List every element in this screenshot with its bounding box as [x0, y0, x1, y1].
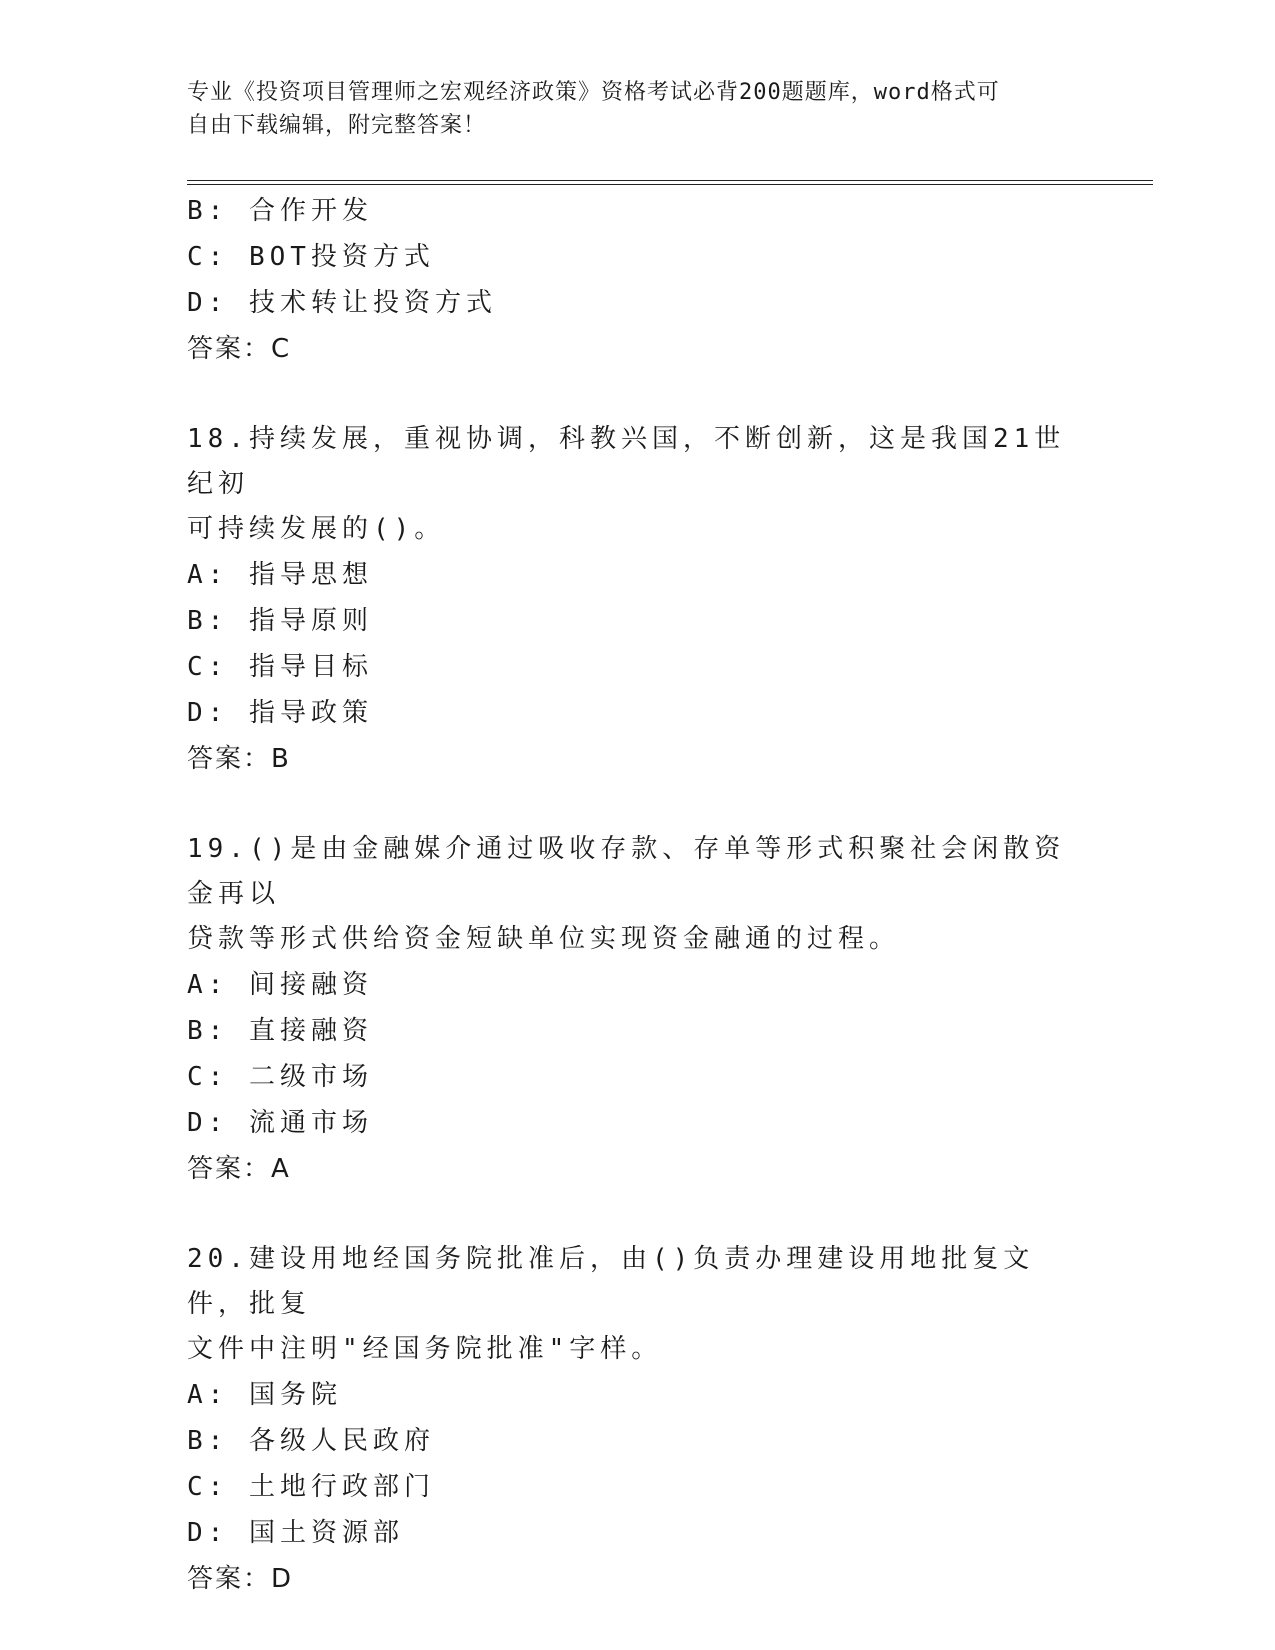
answer: 答案：A — [187, 1154, 291, 1184]
option-a: A: 国务院 — [187, 1380, 342, 1410]
option-d: D: 指导政策 — [187, 698, 373, 728]
answer: 答案：B — [187, 744, 291, 774]
question-18 — [187, 417, 1087, 782]
option-d: D: 流通市场 — [187, 1108, 373, 1138]
document-header — [187, 76, 1067, 142]
option-b: B: 各级人民政府 — [187, 1426, 435, 1456]
question-text-line-2: 可持续发展的()。 — [187, 514, 446, 544]
option-d: D: 技术转让投资方式 — [187, 288, 497, 318]
header-rule-top — [187, 180, 1153, 181]
answer: 答案：C — [187, 334, 292, 364]
option-c: C: 土地行政部门 — [187, 1472, 435, 1502]
question-text-line-2: 文件中注明"经国务院批准"字样。 — [187, 1334, 663, 1364]
option-b: B: 直接融资 — [187, 1016, 373, 1046]
answer: 答案：D — [187, 1564, 294, 1594]
header-line-2: 自由下载编辑，附完整答案！ — [187, 113, 487, 138]
option-a: A: 指导思想 — [187, 560, 373, 590]
option-c: C: 指导目标 — [187, 652, 373, 682]
question-text-line-1: 19.()是由金融媒介通过吸收存款、存单等形式积聚社会闲散资金再以 — [187, 834, 1066, 909]
question-text-line-1: 20.建设用地经国务院批准后，由()负责办理建设用地批复文件，批复 — [187, 1244, 1035, 1319]
option-b: B: 合作开发 — [187, 196, 373, 226]
header-line-1: 专业《投资项目管理师之宏观经济政策》资格考试必背200题题库，word格式可 — [187, 80, 1000, 105]
option-b: B: 指导原则 — [187, 606, 373, 636]
option-c: C: 二级市场 — [187, 1062, 373, 1092]
question-text-line-2: 贷款等形式供给资金短缺单位实现资金融通的过程。 — [187, 924, 901, 954]
question-text-line-1: 18.持续发展，重视协调，科教兴国，不断创新，这是我国21世纪初 — [187, 424, 1066, 499]
question-17-continued — [187, 188, 1087, 372]
header-rule-bottom — [187, 184, 1153, 185]
option-c: C: BOT投资方式 — [187, 242, 435, 272]
document-body — [187, 188, 1087, 1602]
question-19 — [187, 827, 1087, 1192]
option-a: A: 间接融资 — [187, 970, 373, 1000]
option-d: D: 国土资源部 — [187, 1518, 404, 1548]
question-20 — [187, 1237, 1087, 1602]
